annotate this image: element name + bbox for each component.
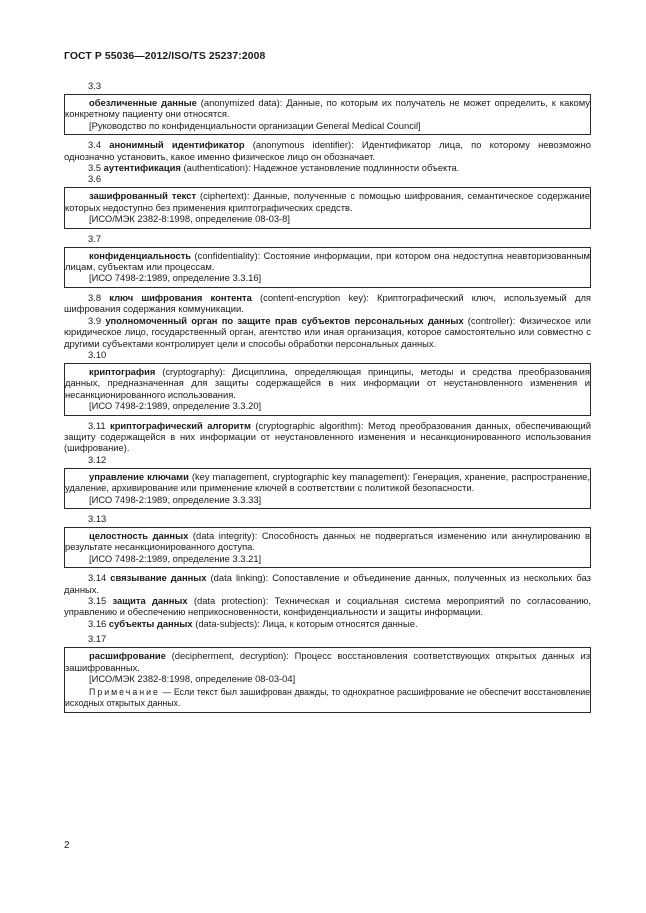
- definition-source: [ИСО/МЭК 2382-8:1998, определение 08-03-04]: [89, 673, 296, 685]
- definition-text: 3.9 уполномоченный орган по защите прав субъектов персональных данных (controller): Физическое или юридическое лицо, государственный орган, агентство или иная организация, которое самостоятельно или совместно с другими субъектами контролирует цели и способы обработки персональных данных.: [64, 314, 592, 349]
- note-label: Примечание: [89, 687, 160, 698]
- definition-text: управление ключами (key management, cryptographic key management): Генерация, хранение, распространение, удаление, архивирование или применение ключей в соответствии с политикой безопасности.: [65, 470, 591, 494]
- definition-text: 3.11 криптографический алгоритм (cryptographic algorithm): Метод преобразования данных, обеспечивающий защиту содержащейся в них информации от неустановленного изменения и несанкционированного использования (шифрование).: [64, 419, 591, 454]
- definition-source: [ИСО 7498-2:1989, определение 3.3.33]: [89, 493, 262, 505]
- term: связывание данных: [110, 572, 207, 584]
- definition-box: [64, 363, 591, 416]
- term: ключ шифрования контента: [109, 291, 252, 303]
- definition-text: обезличенные данные (anonymized data): Данные, по которым их получатель не может определить, к какому конкретному пациенту они относятся.: [65, 97, 590, 120]
- definition-text: криптография (cryptography): Дисциплина, определяющая принципы, методы и средства преобразования данных, предназначенная для защиты содержащейся в них информации от неустановленного изменения и несанкционированного использования.: [65, 365, 590, 400]
- page-number: 2: [64, 840, 70, 851]
- term: защита данных: [112, 595, 188, 606]
- term: расшифрование: [89, 650, 166, 662]
- definition-source: [Руководство по конфиденциальности организации General Medical Council]: [89, 119, 421, 131]
- definition-text: 3.5 аутентификация (authentication): Надежное установление подлинности объекта.: [88, 162, 460, 174]
- entry-number: 3.3: [88, 80, 102, 91]
- entry-number: 3.12: [88, 453, 107, 465]
- definition-text: целостность данных (data integrity): Способность данных не подвергаться изменению или аннулированию в результате несанкционированного доступа.: [65, 529, 590, 553]
- definition-text: зашифрованный текст (ciphertext): Данные, полученные с помощью шифрования, семантическое содержание которых недоступно без применения криптографических средств.: [65, 190, 590, 213]
- definition-box: [64, 647, 591, 713]
- definition-text: конфиденциальность (confidentiality): Состояние информации, при котором она недоступна неавторизованным лицам, субъектам или процессам.: [65, 249, 590, 273]
- definition-text: 3.8 ключ шифрования контента (content-encryption key): Криптографический ключ, используемый для шифрования содержания коммуникации.: [64, 291, 592, 315]
- entry-number: 3.6: [88, 173, 102, 185]
- entry-number: 3.7: [88, 232, 102, 244]
- entry-number: 3.13: [88, 512, 107, 524]
- term: целостность данных: [89, 529, 189, 541]
- term: субъекты данных: [108, 617, 193, 629]
- definition-source: [ИСО/МЭК 2382-8:1998, определение 08-03-8]: [89, 213, 290, 225]
- definitions-list: [64, 80, 591, 717]
- term: уполномоченный орган по защите прав субъектов персональных данных: [105, 314, 464, 326]
- note: Примечание — Если текст был зашифрован дважды, то однократное расшифрование не обеспечит восстановление исходных открытых данных.: [65, 687, 590, 709]
- document-header: ГОСТ Р 55036—2012/ISO/TS 25237:2008: [64, 51, 266, 62]
- definition-source: [ИСО 7498-2:1989, определение 3.3.16]: [89, 272, 262, 284]
- term: конфиденциальность: [89, 249, 192, 261]
- term: обезличенные данные: [89, 97, 197, 108]
- term: зашифрованный текст: [89, 190, 197, 202]
- entry-number: 3.10: [88, 348, 107, 360]
- definition-box: [64, 468, 591, 509]
- term: аутентификация: [103, 162, 181, 174]
- definition-source: [ИСО 7498-2:1989, определение 3.3.20]: [89, 400, 262, 412]
- definition-box: [64, 187, 591, 228]
- definition-text: расшифрование (decipherment, decryption): Процесс восстановления соответствующих открытых данных из зашифрованных.: [65, 650, 590, 673]
- definition-box: [64, 94, 591, 135]
- term: криптография: [89, 365, 156, 377]
- definition-text: 3.14 связывание данных (data linking): Сопоставление и объединение данных, полученных из нескольких баз данных.: [64, 572, 591, 595]
- term: анонимный идентификатор: [109, 139, 245, 151]
- definition-text: 3.4 анонимный идентификатор (anonymous identifier): Идентификатор лица, по которому невозможно однозначно установить, какое именно физическое лицо он обозначает.: [64, 139, 591, 162]
- definition-text: 3.16 субъекты данных (data-subjects): Лица, к которым относятся данные.: [88, 617, 418, 629]
- term: криптографический алгоритм: [110, 419, 251, 431]
- definition-box: [64, 527, 591, 568]
- entry-number: 3.17: [88, 633, 107, 645]
- definition-text: 3.15 защита данных (data protection): Техническая и социальная система мероприятий по согласованию, управлению и обеспечению неприкосновенности, конфиденциальности и защиты информации.: [64, 595, 592, 618]
- definition-source: [ИСО 7498-2:1989, определение 3.3.21]: [89, 552, 262, 564]
- definition-box: [64, 247, 591, 288]
- term: управление ключами: [89, 470, 189, 482]
